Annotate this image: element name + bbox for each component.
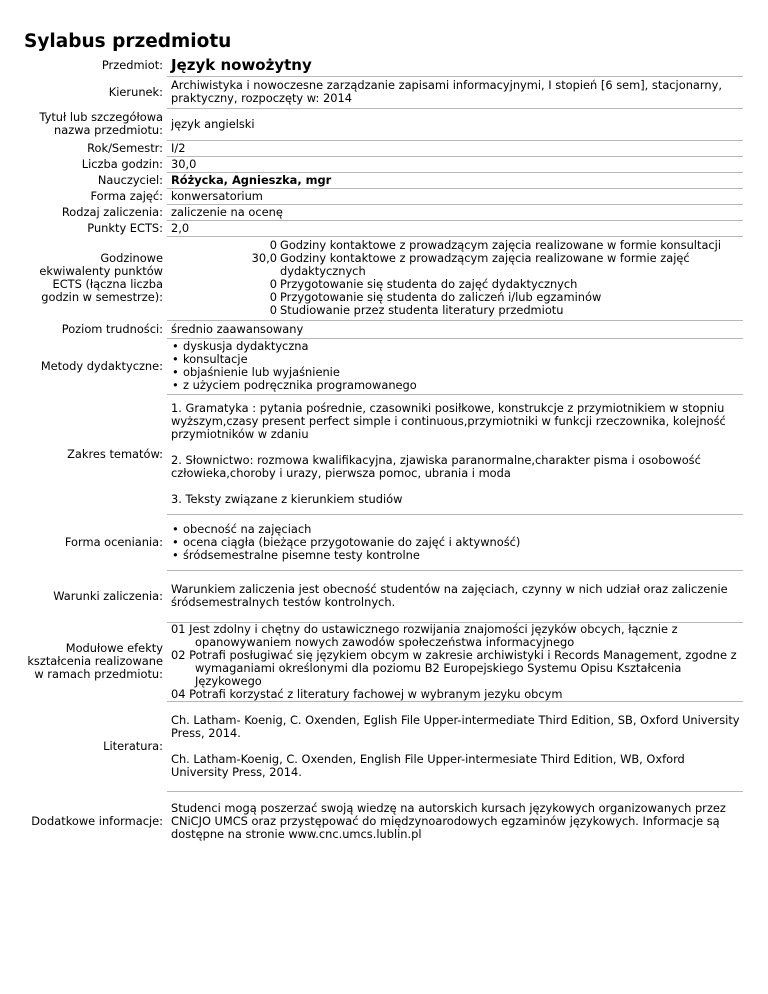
hours-value: 30,0 bbox=[251, 251, 277, 265]
list-item: • dyskusja dydaktyczna bbox=[183, 340, 740, 353]
outcome-code: 01 bbox=[171, 621, 186, 636]
value-tytul: język angielski bbox=[167, 108, 743, 140]
row-forma bbox=[24, 188, 743, 204]
outcome-item bbox=[171, 623, 740, 649]
value-forma: konwersatorium bbox=[167, 188, 743, 204]
label-efekty: Modułowe efekty kształcenia realizowane w ramach przedmiotu: bbox=[27, 641, 163, 681]
outcome-item bbox=[171, 649, 740, 688]
row-warunki bbox=[24, 570, 743, 622]
row-nauczyciel bbox=[24, 172, 743, 188]
hours-value: 0 bbox=[269, 290, 277, 304]
topic-paragraph: 2. Słownictwo: rozmowa kwalifikacyjna, zjawiska paranormalne,charakter pisma i osobowość człowieka,choroby i urazy, pierwsza pomoc, ubrania i moda bbox=[171, 453, 701, 480]
label-rok: Rok/Semestr: bbox=[87, 140, 163, 155]
hours-description: Godziny kontaktowe z prowadzącym zajęcia realizowane w formie zajęć dydaktycznych bbox=[280, 251, 690, 278]
row-liczba bbox=[24, 156, 743, 172]
outcome-item bbox=[171, 688, 740, 701]
label-forma: Forma zajęć: bbox=[90, 188, 163, 203]
row-forma-oceniania bbox=[24, 514, 743, 570]
row-kierunek bbox=[24, 76, 743, 108]
list-item: • z użyciem podręcznika programowanego bbox=[183, 379, 740, 392]
hours-value: 0 bbox=[269, 238, 277, 252]
value-dodatkowe: Studenci mogą poszerzać swoją wiedzę na autorskich kursach językowych organizowanych przez CNiCJO UMCS oraz przystępować do międzynoarodowych egzaminów językowych. Informacje są dostępne na stronie www.cnc.umcs.lublin.pl bbox=[171, 800, 726, 841]
value-godzinowe bbox=[167, 236, 743, 320]
row-tytul bbox=[24, 108, 743, 140]
row-poziom bbox=[24, 320, 743, 338]
row-ects bbox=[24, 220, 743, 236]
list-item: • śródsemestralne pisemne testy kontrolne bbox=[183, 549, 740, 562]
label-przedmiot: Przedmiot: bbox=[101, 58, 163, 72]
outcome-text: Potrafi korzystać z literatury fachowej w wybranym jezyku obcym bbox=[189, 686, 563, 701]
value-rodzaj: zaliczenie na ocenę bbox=[167, 204, 743, 220]
label-forma-oceniania: Forma oceniania: bbox=[64, 534, 163, 549]
label-poziom: Poziom trudności: bbox=[61, 321, 163, 336]
syllabus-table bbox=[24, 55, 743, 851]
label-warunki: Warunki zaliczenia: bbox=[53, 588, 163, 603]
literature-entry: Ch. Latham- Koenig, C. Oxenden, Eglish File Upper-intermediate Third Edition, SB, Oxford University Press, 2014. bbox=[171, 712, 740, 740]
label-zakres: Zakres tematów: bbox=[67, 446, 163, 461]
value-efekty bbox=[167, 622, 743, 701]
topic-paragraph: 1. Gramatyka : pytania pośrednie, czasowniki posiłkowe, konstrukcje z przymiotnikiem w stopniu wyższym,czasy present perfect simple i continuous,przymiotniki w funkcji rzeczownika, kolejność przymiotników w zdaniu bbox=[171, 401, 726, 441]
list-item: • konsultacje bbox=[183, 353, 740, 366]
value-poziom: średnio zaawansowany bbox=[167, 320, 743, 338]
value-forma-oceniania bbox=[167, 514, 743, 570]
row-literatura bbox=[24, 701, 743, 791]
page-title: Sylabus przedmiotu bbox=[24, 31, 232, 52]
methods-list bbox=[171, 340, 740, 392]
row-przedmiot bbox=[24, 55, 743, 76]
label-ects: Punkty ECTS: bbox=[87, 220, 163, 235]
hours-item bbox=[171, 252, 740, 278]
list-item: • obecność na zajęciach bbox=[183, 523, 740, 536]
hours-value: 0 bbox=[269, 303, 277, 317]
value-literatura bbox=[167, 701, 743, 791]
label-godzinowe: Godzinowe ekwiwalenty punktów ECTS (łączna liczba godzin w semestrze): bbox=[39, 251, 163, 304]
label-dodatkowe: Dodatkowe informacje: bbox=[31, 813, 163, 828]
value-nauczyciel: Różycka, Agnieszka, mgr bbox=[167, 172, 743, 188]
value-metody bbox=[167, 338, 743, 394]
topic-paragraph: 3. Teksty związane z kierunkiem studiów bbox=[171, 492, 403, 506]
row-dodatkowe bbox=[24, 791, 743, 851]
label-literatura: Literatura: bbox=[103, 738, 163, 753]
value-warunki: Warunkiem zaliczenia jest obecność studentów na zajęciach, czynny w nich udział oraz zaliczenie śródsemestralnych testów kontrolnych. bbox=[167, 570, 743, 622]
value-rok: I/2 bbox=[167, 140, 743, 156]
value-przedmiot: Język nowożytny bbox=[167, 55, 743, 76]
hours-description: Studiowanie przez studenta literatury przedmiotu bbox=[280, 303, 564, 317]
list-item: • objaśnienie lub wyjaśnienie bbox=[183, 366, 740, 379]
hours-description: Przygotowanie się studenta do zaliczeń i/lub egzaminów bbox=[280, 290, 602, 304]
label-tytul: Tytuł lub szczegółowa nazwa przedmiotu: bbox=[39, 110, 163, 137]
value-liczba: 30,0 bbox=[167, 156, 743, 172]
label-rodzaj: Rodzaj zaliczenia: bbox=[61, 204, 163, 219]
label-metody: Metody dydaktyczne: bbox=[40, 358, 163, 373]
label-liczba: Liczba godzin: bbox=[81, 156, 163, 171]
value-kierunek: Archiwistyka i nowoczesne zarządzanie zapisami informacyjnymi, I stopień [6 sem], stacjonarny, praktyczny, rozpoczęty w: 2014 bbox=[167, 76, 743, 108]
row-metody bbox=[24, 338, 743, 394]
outcome-code: 02 bbox=[171, 647, 186, 662]
hours-item bbox=[171, 304, 740, 317]
value-zakres bbox=[167, 394, 743, 514]
label-nauczyciel: Nauczyciel: bbox=[97, 172, 163, 187]
row-rok bbox=[24, 140, 743, 156]
hours-value: 0 bbox=[269, 277, 277, 291]
outcome-text: Potrafi posługiwać się językiem obcym w zakresie archiwistyki i Records Management, zgodne z wymaganiami określonymi dla poziomu B2 Europejskiego Systemu Opisu Kształcenia Językowego bbox=[189, 647, 737, 688]
assessment-list bbox=[171, 523, 740, 562]
hours-description: Przygotowanie się studenta do zajęć dydaktycznych bbox=[280, 277, 578, 291]
row-godzinowe bbox=[24, 236, 743, 320]
outcome-code: 04 bbox=[171, 686, 186, 701]
outcome-text: Jest zdolny i chętny do ustawicznego rozwijania znajomości języków obcych, łącznie z opanowywaniem nowych zawodów społeczeństwa informacyjnego bbox=[189, 621, 678, 649]
row-rodzaj bbox=[24, 204, 743, 220]
value-ects: 2,0 bbox=[167, 220, 743, 236]
row-efekty bbox=[24, 622, 743, 701]
list-item: • ocena ciągła (bieżące przygotowanie do zajęć i aktywność) bbox=[183, 536, 740, 549]
label-kierunek: Kierunek: bbox=[108, 84, 163, 99]
row-zakres bbox=[24, 394, 743, 514]
hours-description: Godziny kontaktowe z prowadzącym zajęcia realizowane w formie konsultacji bbox=[280, 238, 722, 252]
literature-entry: Ch. Latham-Koenig, C. Oxenden, English File Upper-intermesiate Third Edition, WB, Oxford University Press, 2014. bbox=[171, 751, 685, 779]
